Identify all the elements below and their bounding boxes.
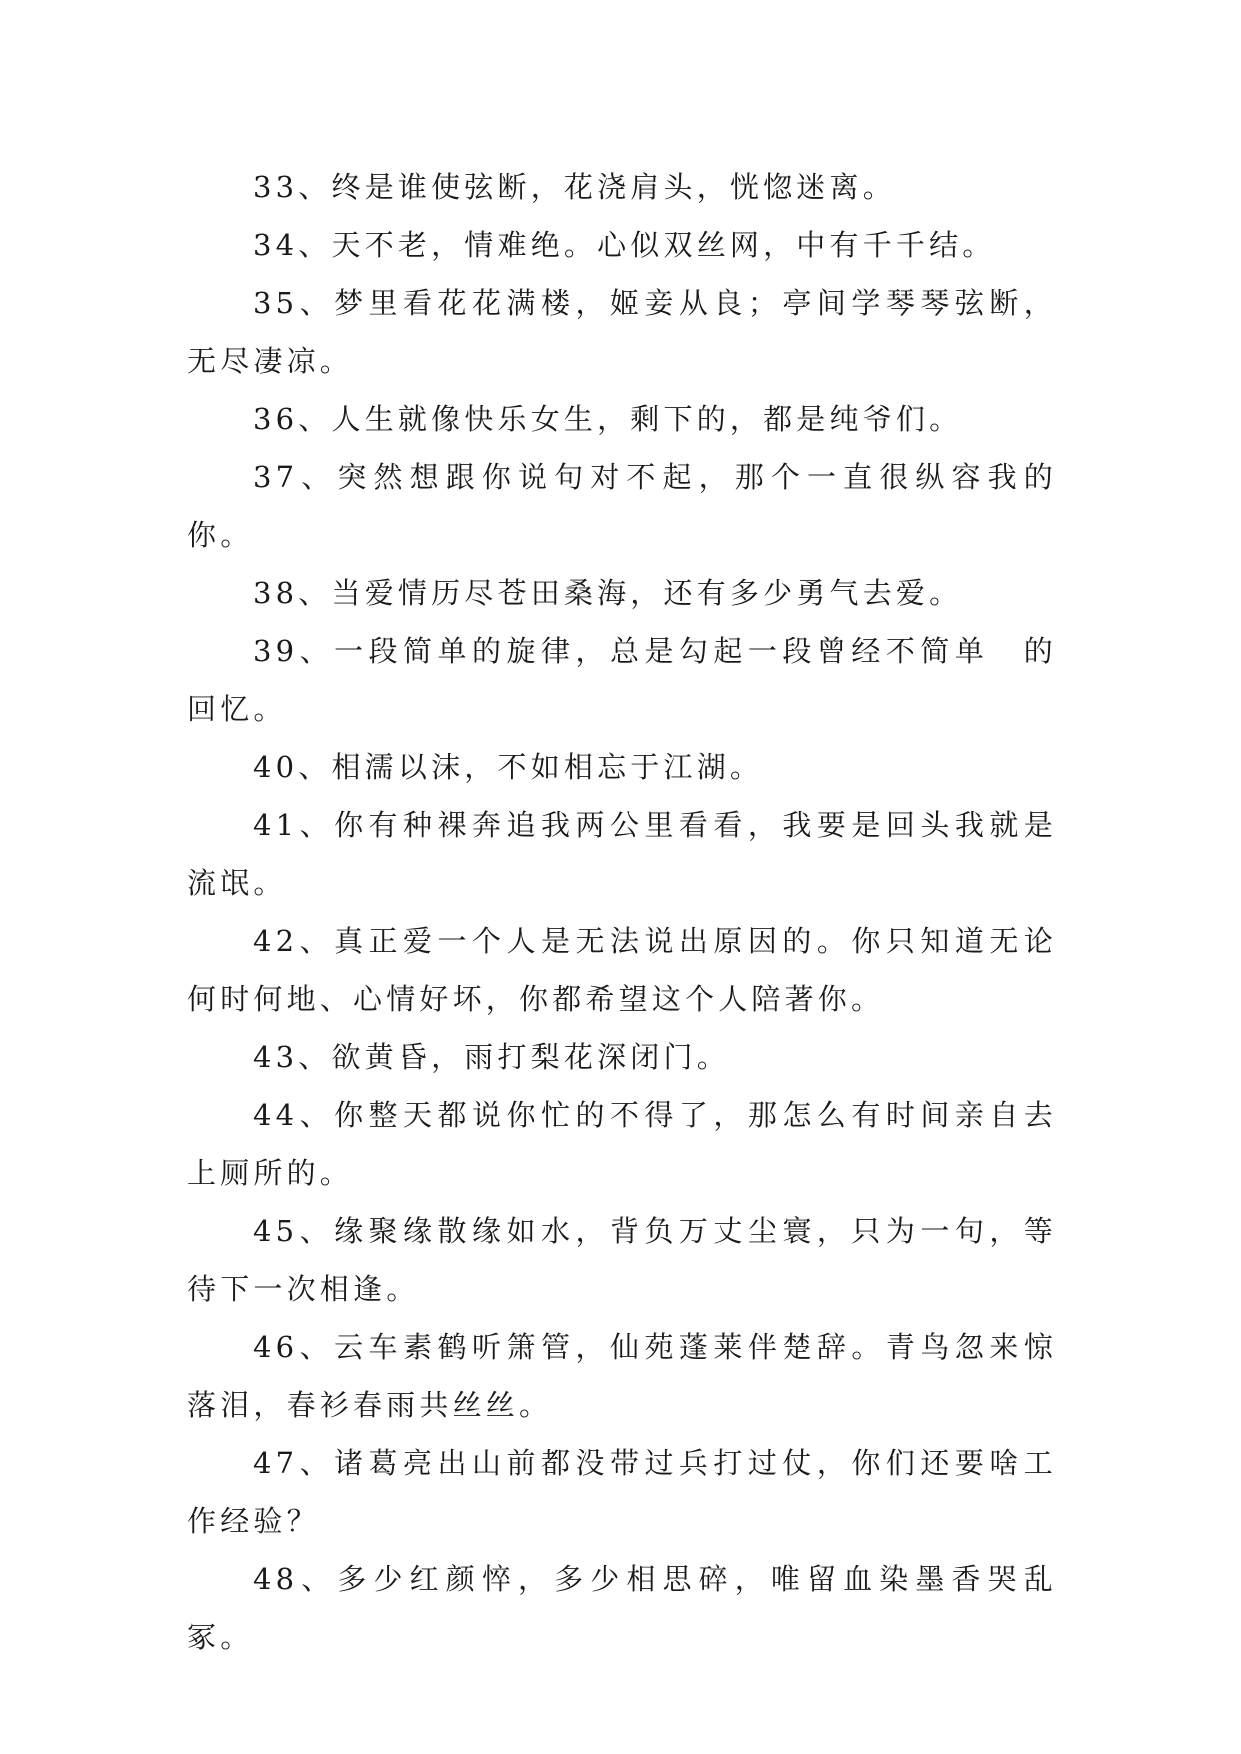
quote-paragraph: 45、缘聚缘散缘如水，背负万丈尘寰，只为一句，等待下一次相逢。 [187,1214,1057,1306]
quote-paragraph: 42、真正爱一个人是无法说出原因的。你只知道无论何时何地、心情好坏，你都希望这个人陪著你。 [187,924,1057,1016]
quote-paragraph: 39、一段简单的旋律，总是勾起一段曾经不简单 的回忆。 [187,634,1057,726]
quote-paragraph: 46、云车素鹤听箫管，仙苑蓬莱伴楚辞。青鸟忽来惊落泪，春衫春雨共丝丝。 [187,1330,1057,1422]
quote-paragraph: 47、诸葛亮出山前都没带过兵打过仗，你们还要啥工作经验？ [187,1446,1057,1538]
quote-paragraph: 43、欲黄昏，雨打梨花深闭门。 [253,1040,730,1074]
quote-paragraph: 40、相濡以沫，不如相忘于江湖。 [253,750,764,784]
quote-paragraph: 48、多少红颜悴，多少相思碎，唯留血染墨香哭乱冢。 [187,1562,1057,1654]
quote-paragraph: 36、人生就像快乐女生，剩下的，都是纯爷们。 [253,402,963,436]
quote-paragraph: 37、突然想跟你说句对不起，那个一直很纵容我的你。 [187,460,1057,552]
quote-paragraph: 34、天不老，情难绝。心似双丝网，中有千千结。 [253,228,996,262]
document-body [187,158,1057,1666]
quote-paragraph: 33、终是谁使弦断，花浇肩头，恍惚迷离。 [253,170,896,204]
quote-paragraph: 38、当爱情历尽苍田桑海，还有多少勇气去爱。 [253,576,963,610]
quote-paragraph: 35、梦里看花花满楼，姬妾从良；亭间学琴琴弦断，无尽凄凉。 [187,286,1057,378]
quote-paragraph: 41、你有种裸奔追我两公里看看，我要是回头我就是流氓。 [187,808,1057,900]
quote-paragraph: 44、你整天都说你忙的不得了，那怎么有时间亲自去上厕所的。 [187,1098,1057,1190]
